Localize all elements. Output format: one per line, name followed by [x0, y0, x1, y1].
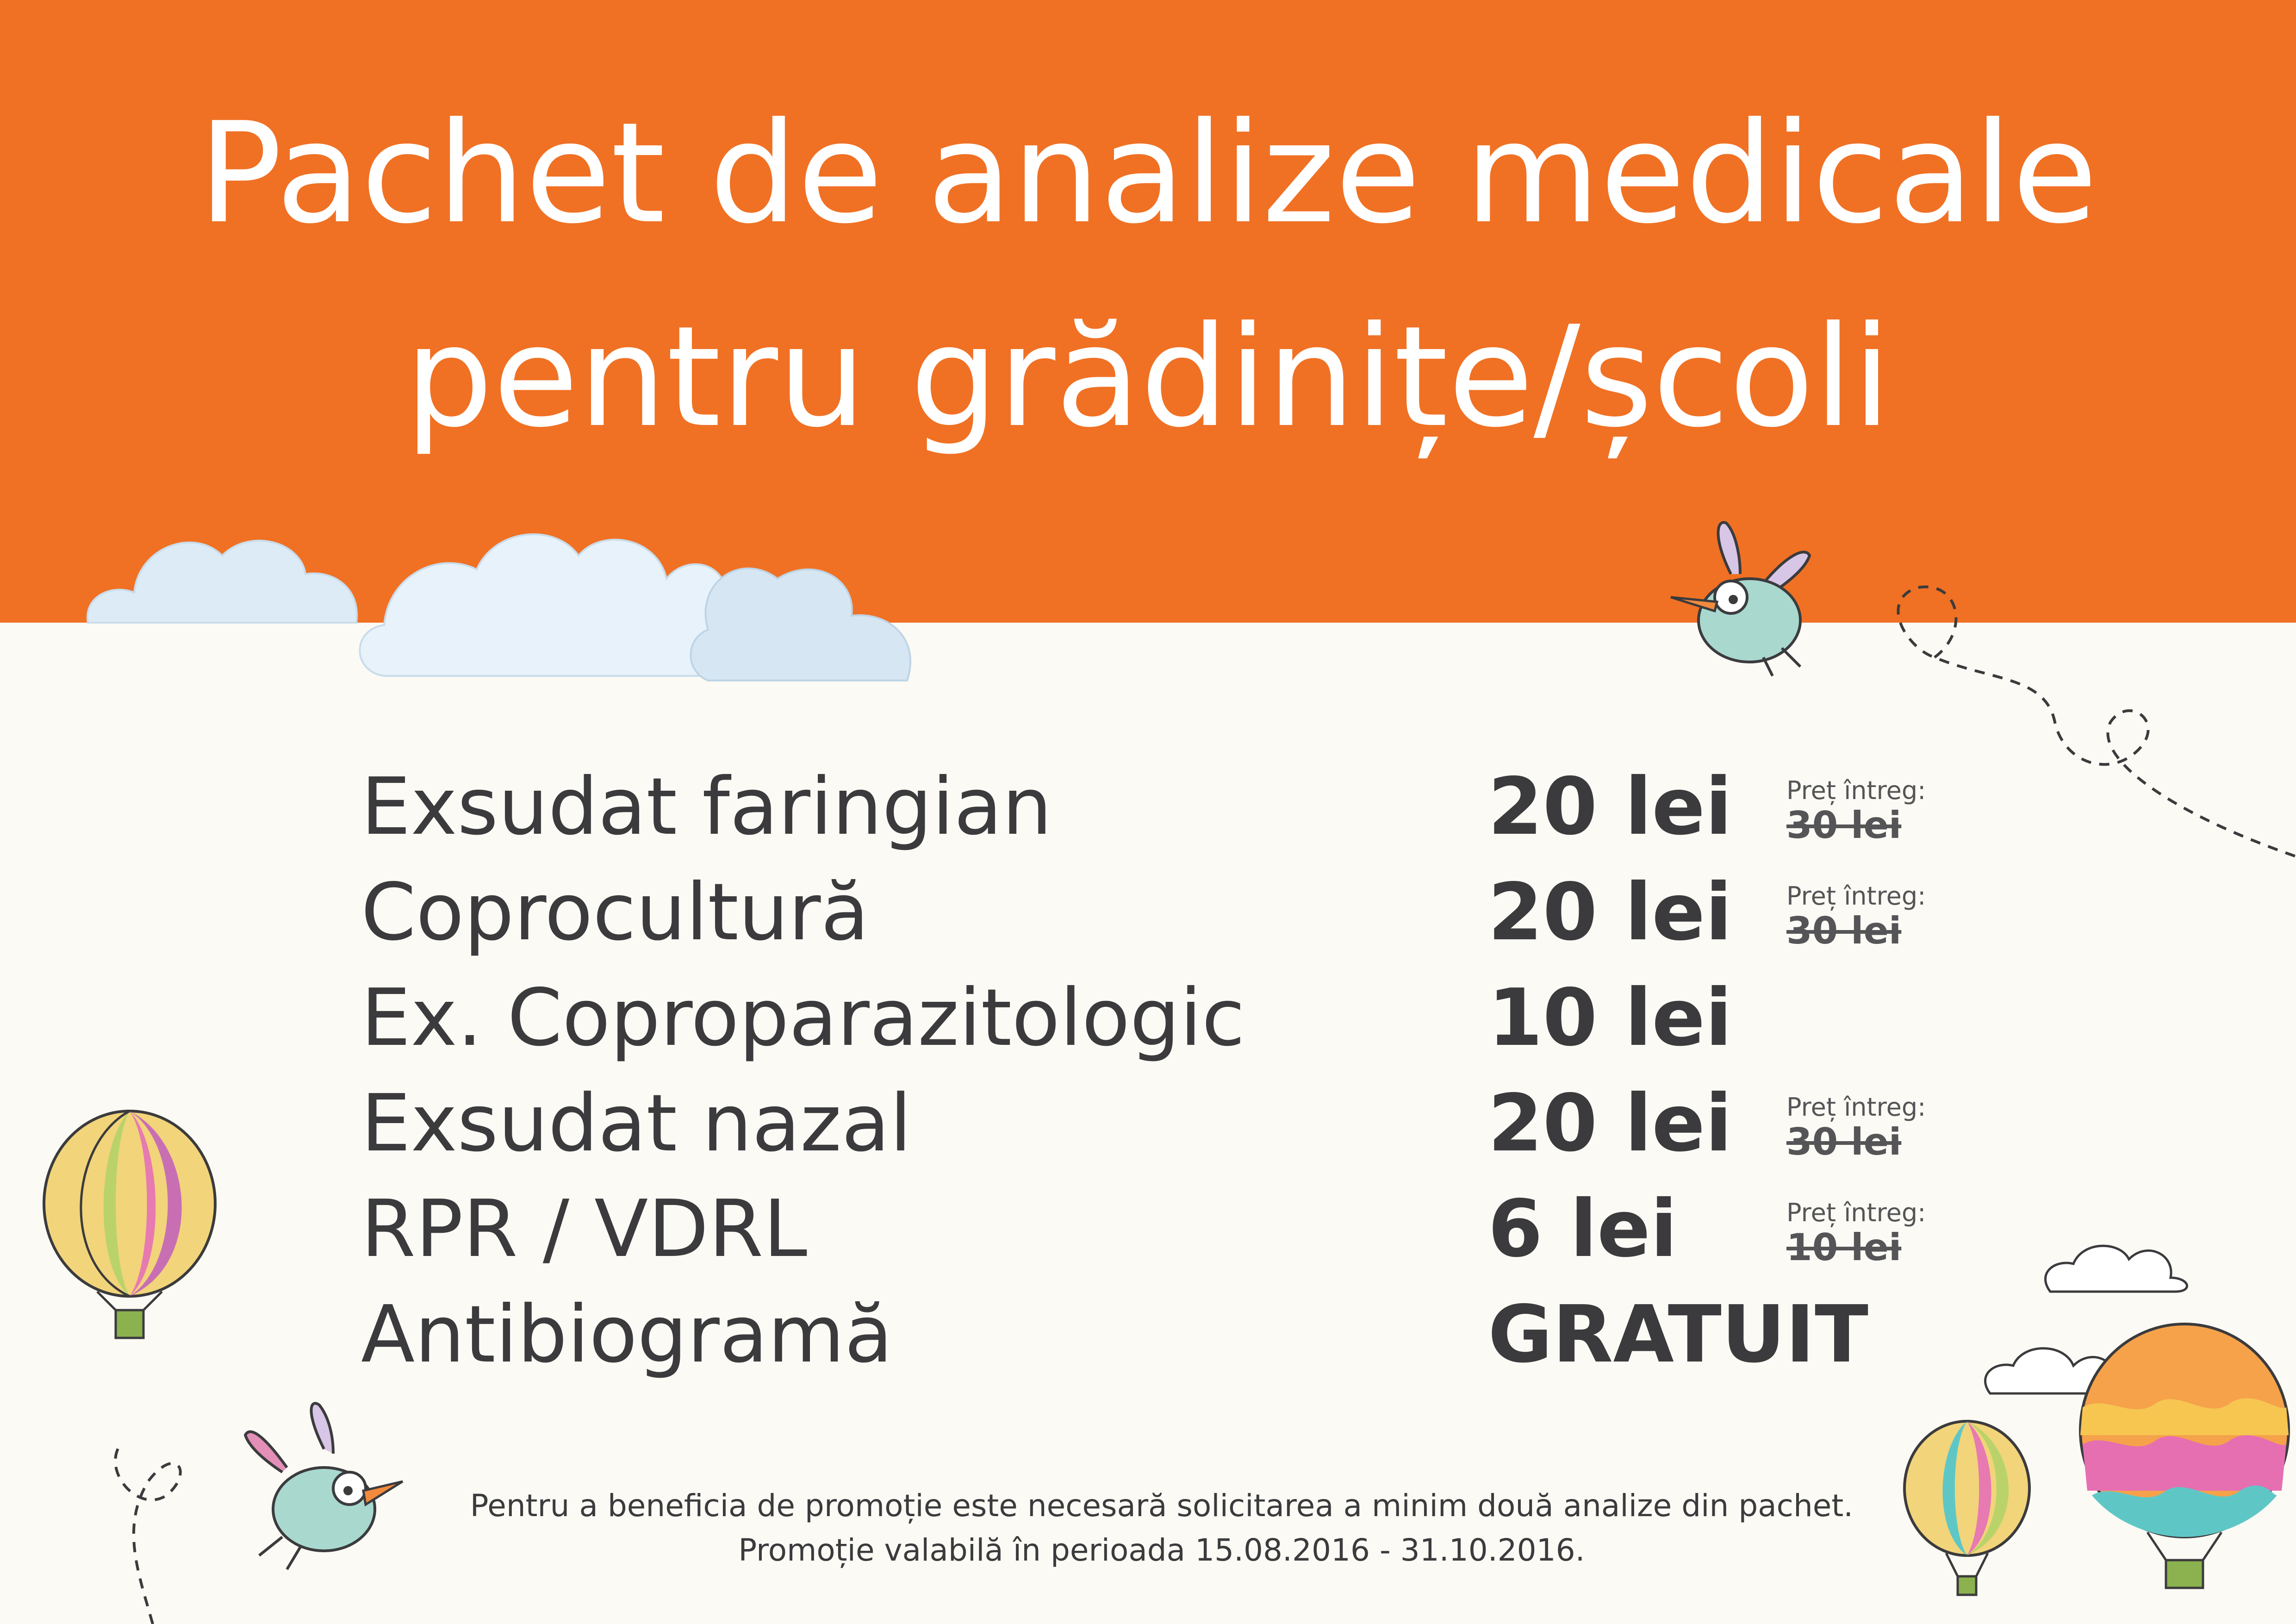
- price-list-item: [0, 1281, 2296, 1388]
- full-price-label: Preț întreg:: [1786, 776, 1926, 805]
- bird-icon: [245, 1403, 403, 1569]
- cloud-icon: [87, 541, 357, 623]
- full-price-label: Preț întreg:: [1786, 1093, 1926, 1122]
- promo-price: 20 lei: [1488, 1078, 1732, 1169]
- analysis-name: Exsudat nazal: [361, 1078, 912, 1169]
- price-list-item: [0, 859, 2296, 966]
- promo-price: GRATUIT: [1488, 1289, 1869, 1380]
- analysis-name: Antibiogramă: [361, 1289, 893, 1380]
- analysis-name: Coprocultură: [361, 867, 869, 958]
- analysis-name: RPR / VDRL: [361, 1183, 808, 1275]
- promo-condition-text: Pentru a beneficia de promoție este necesară solicitarea a minim două analize din pachet.: [470, 1488, 1854, 1524]
- price-list-item: [0, 754, 2296, 860]
- full-price-value: 10 lei: [1786, 1226, 1902, 1269]
- full-price-label: Preț întreg:: [1786, 1198, 1926, 1227]
- analysis-name: Ex. Coproparazitologic: [361, 972, 1245, 1064]
- price-list-item: [0, 1176, 2296, 1282]
- promo-validity-text: Promoție valabilă în perioada 15.08.2016 - 31.10.2016.: [738, 1532, 1585, 1568]
- promo-price: 10 lei: [1488, 972, 1732, 1064]
- promo-conditions: [398, 1484, 1925, 1573]
- dashed-flight-path: [115, 1444, 180, 1624]
- promo-price: 20 lei: [1488, 761, 1732, 853]
- analysis-name: Exsudat faringian: [361, 761, 1052, 853]
- price-list-item: [0, 965, 2296, 1071]
- full-price-label: Preț întreg:: [1786, 881, 1926, 911]
- cloud-icon: [691, 568, 911, 681]
- full-price-value: 30 lei: [1786, 1120, 1902, 1163]
- full-price-box: [1786, 880, 1926, 952]
- full-price-value: 30 lei: [1786, 804, 1902, 847]
- full-price-box: [1786, 1197, 1926, 1269]
- full-price-value: 30 lei: [1786, 909, 1902, 952]
- price-list-item: [0, 1070, 2296, 1177]
- promo-price: 20 lei: [1488, 867, 1732, 958]
- full-price-box: [1786, 775, 1926, 847]
- promo-price: 6 lei: [1488, 1183, 1678, 1275]
- page-title-line-2: pentru grădinițe/școli: [404, 296, 1892, 458]
- full-price-box: [1786, 1091, 1926, 1161]
- page-title-line-1: Pachet de analize medicale: [198, 93, 2098, 254]
- bird-icon: [1671, 522, 1810, 676]
